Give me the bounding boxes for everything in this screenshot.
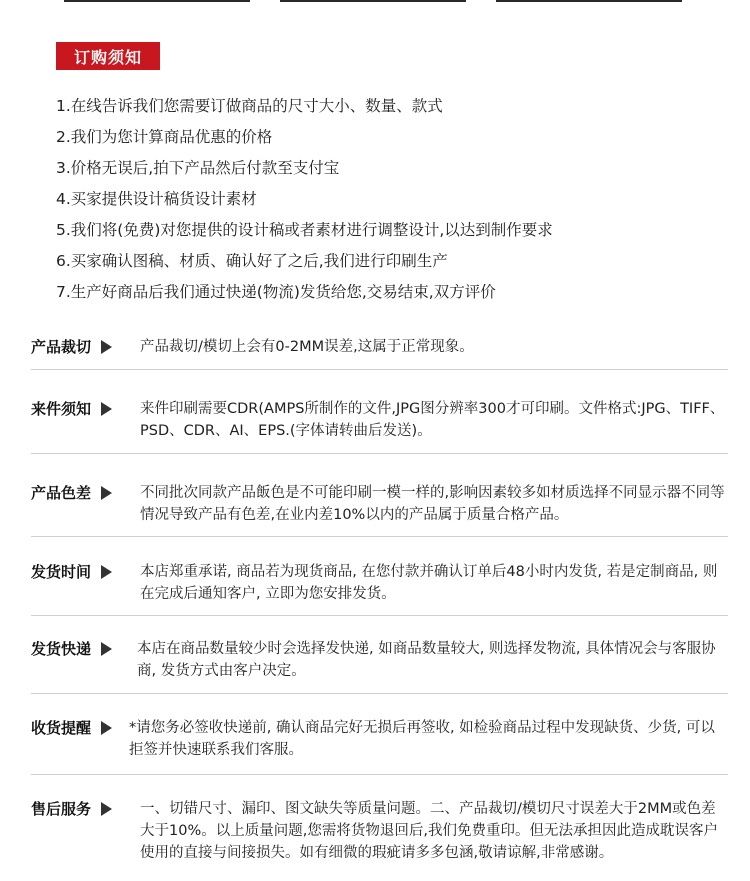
section-text: *请您务必签收快递前, 确认商品完好无损后再签收, 如检验商品过程中发现缺货、少货, 可以拒签并快速联系我们客服。 — [129, 720, 715, 758]
triangle-right-icon — [101, 802, 112, 816]
section-text: 一、切错尺寸、漏印、图文缺失等质量问题。二、产品裁切/模切尺寸误差大于2MM或色差大于10%。以上质量问题,您需将货物退回后,我们免费重印。但无法承担因此造成耽误客户使用的直接与间接损失。如有细微的瑕疵请多多包涵,敬请谅解,非常感谢。 — [140, 801, 718, 861]
section-label: 发货快递 — [31, 640, 92, 658]
order-steps-list — [56, 91, 553, 308]
section-color-difference — [31, 482, 728, 537]
section-after-sales — [31, 798, 728, 868]
section-label: 产品裁切 — [31, 338, 92, 356]
section-cutting — [31, 336, 728, 370]
order-step: 3.价格无误后,拍下产品然后付款至支付宝 — [56, 159, 340, 177]
section-text: 本店在商品数量较少时会选择发快递, 如商品数量较大, 则选择发物流, 具体情况会与客服协商, 发货方式由客户决定。 — [137, 641, 716, 679]
section-text: 产品裁切/模切上会有0-2MM误差,这属于正常现象。 — [140, 339, 474, 355]
section-label: 收货提醒 — [31, 719, 92, 737]
top-divider-1 — [64, 0, 250, 2]
order-step: 4.买家提供设计稿货设计素材 — [56, 190, 257, 208]
triangle-right-icon — [101, 565, 112, 579]
section-text: 不同批次同款产品飯色是不可能印刷一模一样的,影响因素较多如材质选择不同显示器不同等情况导致产品有色差,在业内差10%以内的产品属于质量合格产品。 — [140, 485, 725, 523]
order-step: 6.买家确认图稿、材质、确认好了之后,我们进行印刷生产 — [56, 252, 448, 270]
section-file-requirements — [31, 398, 728, 454]
order-notice-title: 订购须知 — [56, 42, 160, 70]
section-receipt-reminder — [31, 717, 728, 775]
section-label: 来件须知 — [31, 400, 92, 418]
order-step: 7.生产好商品后我们通过快递(物流)发货给您,交易结束,双方评价 — [56, 283, 496, 301]
triangle-right-icon — [101, 721, 112, 735]
triangle-right-icon — [101, 402, 112, 416]
order-step: 2.我们为您计算商品优惠的价格 — [56, 128, 273, 146]
order-step: 5.我们将(免费)对您提供的设计稿或者素材进行调整设计,以达到制作要求 — [56, 221, 553, 239]
triangle-right-icon — [101, 486, 112, 500]
section-text: 本店郑重承诺, 商品若为现货商品, 在您付款并确认订单后48小时内发货, 若是定制商品, 则在完成后通知客户, 立即为您安排发货。 — [140, 564, 718, 602]
section-shipping-time — [31, 561, 728, 616]
top-divider-3 — [496, 0, 682, 2]
triangle-right-icon — [101, 642, 112, 656]
top-divider-2 — [280, 0, 466, 2]
section-text: 来件印刷需要CDR(AMPS所制作的文件,JPG图分辨率300才可印刷。文件格式:JPG、TIFF、PSD、CDR、AI、EPS.(字体请转曲后发送)。 — [140, 401, 725, 439]
triangle-right-icon — [101, 340, 112, 354]
order-step: 1.在线告诉我们您需要订做商品的尺寸大小、数量、款式 — [56, 97, 443, 115]
section-label: 产品色差 — [31, 484, 92, 502]
section-label: 发货时间 — [31, 563, 92, 581]
section-label: 售后服务 — [31, 800, 92, 818]
section-shipping-courier — [31, 638, 728, 694]
